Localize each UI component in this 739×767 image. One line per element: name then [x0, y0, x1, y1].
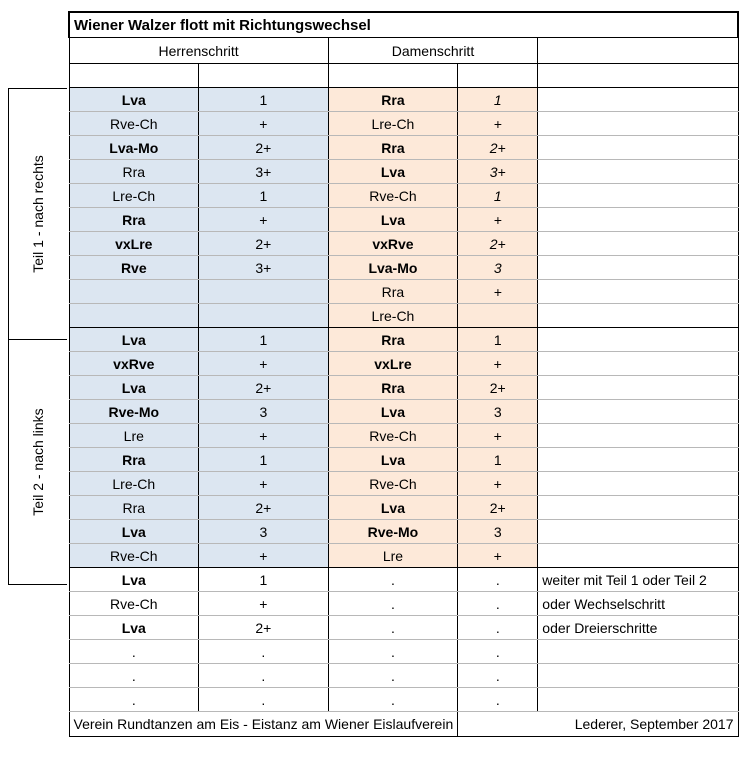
step-note: oder Wechselschritt — [538, 592, 738, 616]
herren-step: vxRve — [69, 352, 199, 376]
damen-step: . — [328, 568, 458, 592]
damen-step: Rve-Ch — [328, 472, 458, 496]
herren-step: Rra — [69, 448, 199, 472]
step-row — [69, 376, 738, 400]
damen-step: Lva — [328, 400, 458, 424]
herren-step: Lre-Ch — [69, 472, 199, 496]
step-row — [69, 232, 738, 256]
damen-step: vxRve — [328, 232, 458, 256]
step-row — [69, 592, 738, 616]
damen-step: . — [328, 640, 458, 664]
damen-step: Rra — [328, 88, 458, 112]
damen-count: 2+ — [458, 232, 538, 256]
damen-count: 2+ — [458, 136, 538, 160]
footer-author: Lederer, September 2017 — [458, 712, 738, 737]
herren-step: Rve — [69, 256, 199, 280]
step-note — [538, 280, 738, 304]
herren-count: 1 — [199, 568, 329, 592]
blank-cell — [69, 64, 199, 88]
herren-count: 2+ — [199, 232, 329, 256]
damen-step: . — [328, 664, 458, 688]
step-note — [538, 400, 738, 424]
part-1-label: Teil 1 - nach rechts — [30, 155, 46, 273]
herren-step: . — [69, 688, 199, 712]
step-note — [538, 424, 738, 448]
blank-cell — [458, 64, 538, 88]
damen-count: 2+ — [458, 496, 538, 520]
step-note — [538, 136, 738, 160]
step-row — [69, 400, 738, 424]
damen-step: Rra — [328, 328, 458, 352]
herren-count: . — [199, 640, 329, 664]
herren-step: Rve-Ch — [69, 544, 199, 568]
step-row — [69, 424, 738, 448]
step-note — [538, 496, 738, 520]
step-row — [69, 88, 738, 112]
herren-step: . — [69, 640, 199, 664]
step-note — [538, 88, 738, 112]
part-2-bracket — [8, 339, 67, 585]
herren-step: Rra — [69, 496, 199, 520]
part-1-bracket — [8, 88, 67, 340]
herren-step: Rve-Mo — [69, 400, 199, 424]
step-row — [69, 640, 738, 664]
damen-count: . — [458, 640, 538, 664]
herren-step — [69, 304, 199, 328]
step-note — [538, 448, 738, 472]
damen-count: + — [458, 472, 538, 496]
herren-step: . — [69, 664, 199, 688]
herren-count: + — [199, 352, 329, 376]
step-row — [69, 160, 738, 184]
step-note — [538, 472, 738, 496]
damen-step: Rve-Mo — [328, 520, 458, 544]
herren-count — [199, 280, 329, 304]
herren-count: . — [199, 664, 329, 688]
herren-step: Rra — [69, 160, 199, 184]
step-note — [538, 664, 738, 688]
herren-step: Rra — [69, 208, 199, 232]
herren-step: vxLre — [69, 232, 199, 256]
damen-count: . — [458, 688, 538, 712]
herren-count: 2+ — [199, 376, 329, 400]
step-note — [538, 112, 738, 136]
damen-step: Lva — [328, 160, 458, 184]
step-row — [69, 136, 738, 160]
step-note — [538, 544, 738, 568]
step-row — [69, 184, 738, 208]
step-note — [538, 160, 738, 184]
damen-step: Lre-Ch — [328, 112, 458, 136]
step-row — [69, 256, 738, 280]
herren-count: 2+ — [199, 496, 329, 520]
step-note — [538, 256, 738, 280]
step-row — [69, 664, 738, 688]
damen-count: + — [458, 208, 538, 232]
damen-count: 3+ — [458, 160, 538, 184]
damen-step: Lva — [328, 448, 458, 472]
damen-count: + — [458, 112, 538, 136]
herren-count: 3+ — [199, 160, 329, 184]
step-note — [538, 328, 738, 352]
herren-count: 1 — [199, 88, 329, 112]
step-note — [538, 520, 738, 544]
damen-step: Lva — [328, 496, 458, 520]
herren-count: + — [199, 112, 329, 136]
herren-count: . — [199, 688, 329, 712]
herren-count: 3+ — [199, 256, 329, 280]
herren-step: Lre-Ch — [69, 184, 199, 208]
step-row — [69, 568, 738, 592]
damen-step: . — [328, 616, 458, 640]
herren-step: Lva — [69, 568, 199, 592]
blank-cell — [199, 64, 329, 88]
herren-count: + — [199, 592, 329, 616]
herren-count: + — [199, 544, 329, 568]
step-row — [69, 472, 738, 496]
step-row — [69, 520, 738, 544]
herren-step: Lva — [69, 616, 199, 640]
step-row — [69, 280, 738, 304]
damen-step: Lva — [328, 208, 458, 232]
part-2-label: Teil 2 - nach links — [30, 408, 46, 516]
step-row — [69, 616, 738, 640]
step-note: weiter mit Teil 1 oder Teil 2 — [538, 568, 738, 592]
damen-count: 3 — [458, 400, 538, 424]
damen-count: 2+ — [458, 376, 538, 400]
blank-cell — [328, 64, 458, 88]
footer-club: Verein Rundtanzen am Eis - Eistanz am Wiener Eislaufverein — [69, 712, 458, 737]
damen-count: + — [458, 544, 538, 568]
damen-step: Rve-Ch — [328, 424, 458, 448]
damen-count: 1 — [458, 88, 538, 112]
damen-count: + — [458, 280, 538, 304]
herren-count: 1 — [199, 184, 329, 208]
herren-count: 1 — [199, 448, 329, 472]
damen-step: Rra — [328, 376, 458, 400]
step-note — [538, 184, 738, 208]
herren-count: + — [199, 208, 329, 232]
herren-step: Rve-Ch — [69, 112, 199, 136]
step-note: oder Dreierschritte — [538, 616, 738, 640]
sheet-title: Wiener Walzer flott mit Richtungswechsel — [69, 12, 738, 38]
damen-count: . — [458, 664, 538, 688]
damen-count — [458, 304, 538, 328]
step-row — [69, 352, 738, 376]
herren-header: Herrenschritt — [69, 38, 328, 64]
damen-count: 1 — [458, 328, 538, 352]
herren-count: + — [199, 472, 329, 496]
step-row — [69, 208, 738, 232]
step-row — [69, 688, 738, 712]
step-row — [69, 328, 738, 352]
step-row — [69, 544, 738, 568]
herren-count: 2+ — [199, 616, 329, 640]
herren-count: + — [199, 424, 329, 448]
step-note — [538, 208, 738, 232]
step-note — [538, 352, 738, 376]
damen-count: . — [458, 592, 538, 616]
damen-count: 3 — [458, 520, 538, 544]
step-row — [69, 448, 738, 472]
herren-step: Rve-Ch — [69, 592, 199, 616]
notes-header — [538, 38, 738, 64]
herren-step: Lre — [69, 424, 199, 448]
damen-header: Damenschritt — [328, 38, 538, 64]
damen-count: 3 — [458, 256, 538, 280]
step-note — [538, 688, 738, 712]
herren-step: Lva — [69, 376, 199, 400]
herren-step: Lva — [69, 520, 199, 544]
herren-count: 3 — [199, 520, 329, 544]
damen-step: Rve-Ch — [328, 184, 458, 208]
damen-count: + — [458, 424, 538, 448]
damen-step: Lre-Ch — [328, 304, 458, 328]
step-table — [68, 11, 739, 737]
damen-step: vxLre — [328, 352, 458, 376]
herren-count: 1 — [199, 328, 329, 352]
damen-step: Lva-Mo — [328, 256, 458, 280]
step-row — [69, 112, 738, 136]
damen-count: 1 — [458, 448, 538, 472]
herren-count: 3 — [199, 400, 329, 424]
step-row — [69, 496, 738, 520]
herren-count — [199, 304, 329, 328]
herren-step: Lva — [69, 328, 199, 352]
damen-count: . — [458, 568, 538, 592]
step-row — [69, 304, 738, 328]
herren-step: Lva — [69, 88, 199, 112]
damen-step: Lre — [328, 544, 458, 568]
damen-step: . — [328, 688, 458, 712]
blank-cell — [538, 64, 738, 88]
damen-step: Rra — [328, 280, 458, 304]
step-note — [538, 640, 738, 664]
step-note — [538, 232, 738, 256]
herren-count: 2+ — [199, 136, 329, 160]
step-note — [538, 376, 738, 400]
step-note — [538, 304, 738, 328]
herren-step: Lva-Mo — [69, 136, 199, 160]
damen-count: 1 — [458, 184, 538, 208]
damen-step: Rra — [328, 136, 458, 160]
damen-step: . — [328, 592, 458, 616]
damen-count: + — [458, 352, 538, 376]
herren-step — [69, 280, 199, 304]
damen-count: . — [458, 616, 538, 640]
dance-step-sheet — [68, 11, 739, 737]
